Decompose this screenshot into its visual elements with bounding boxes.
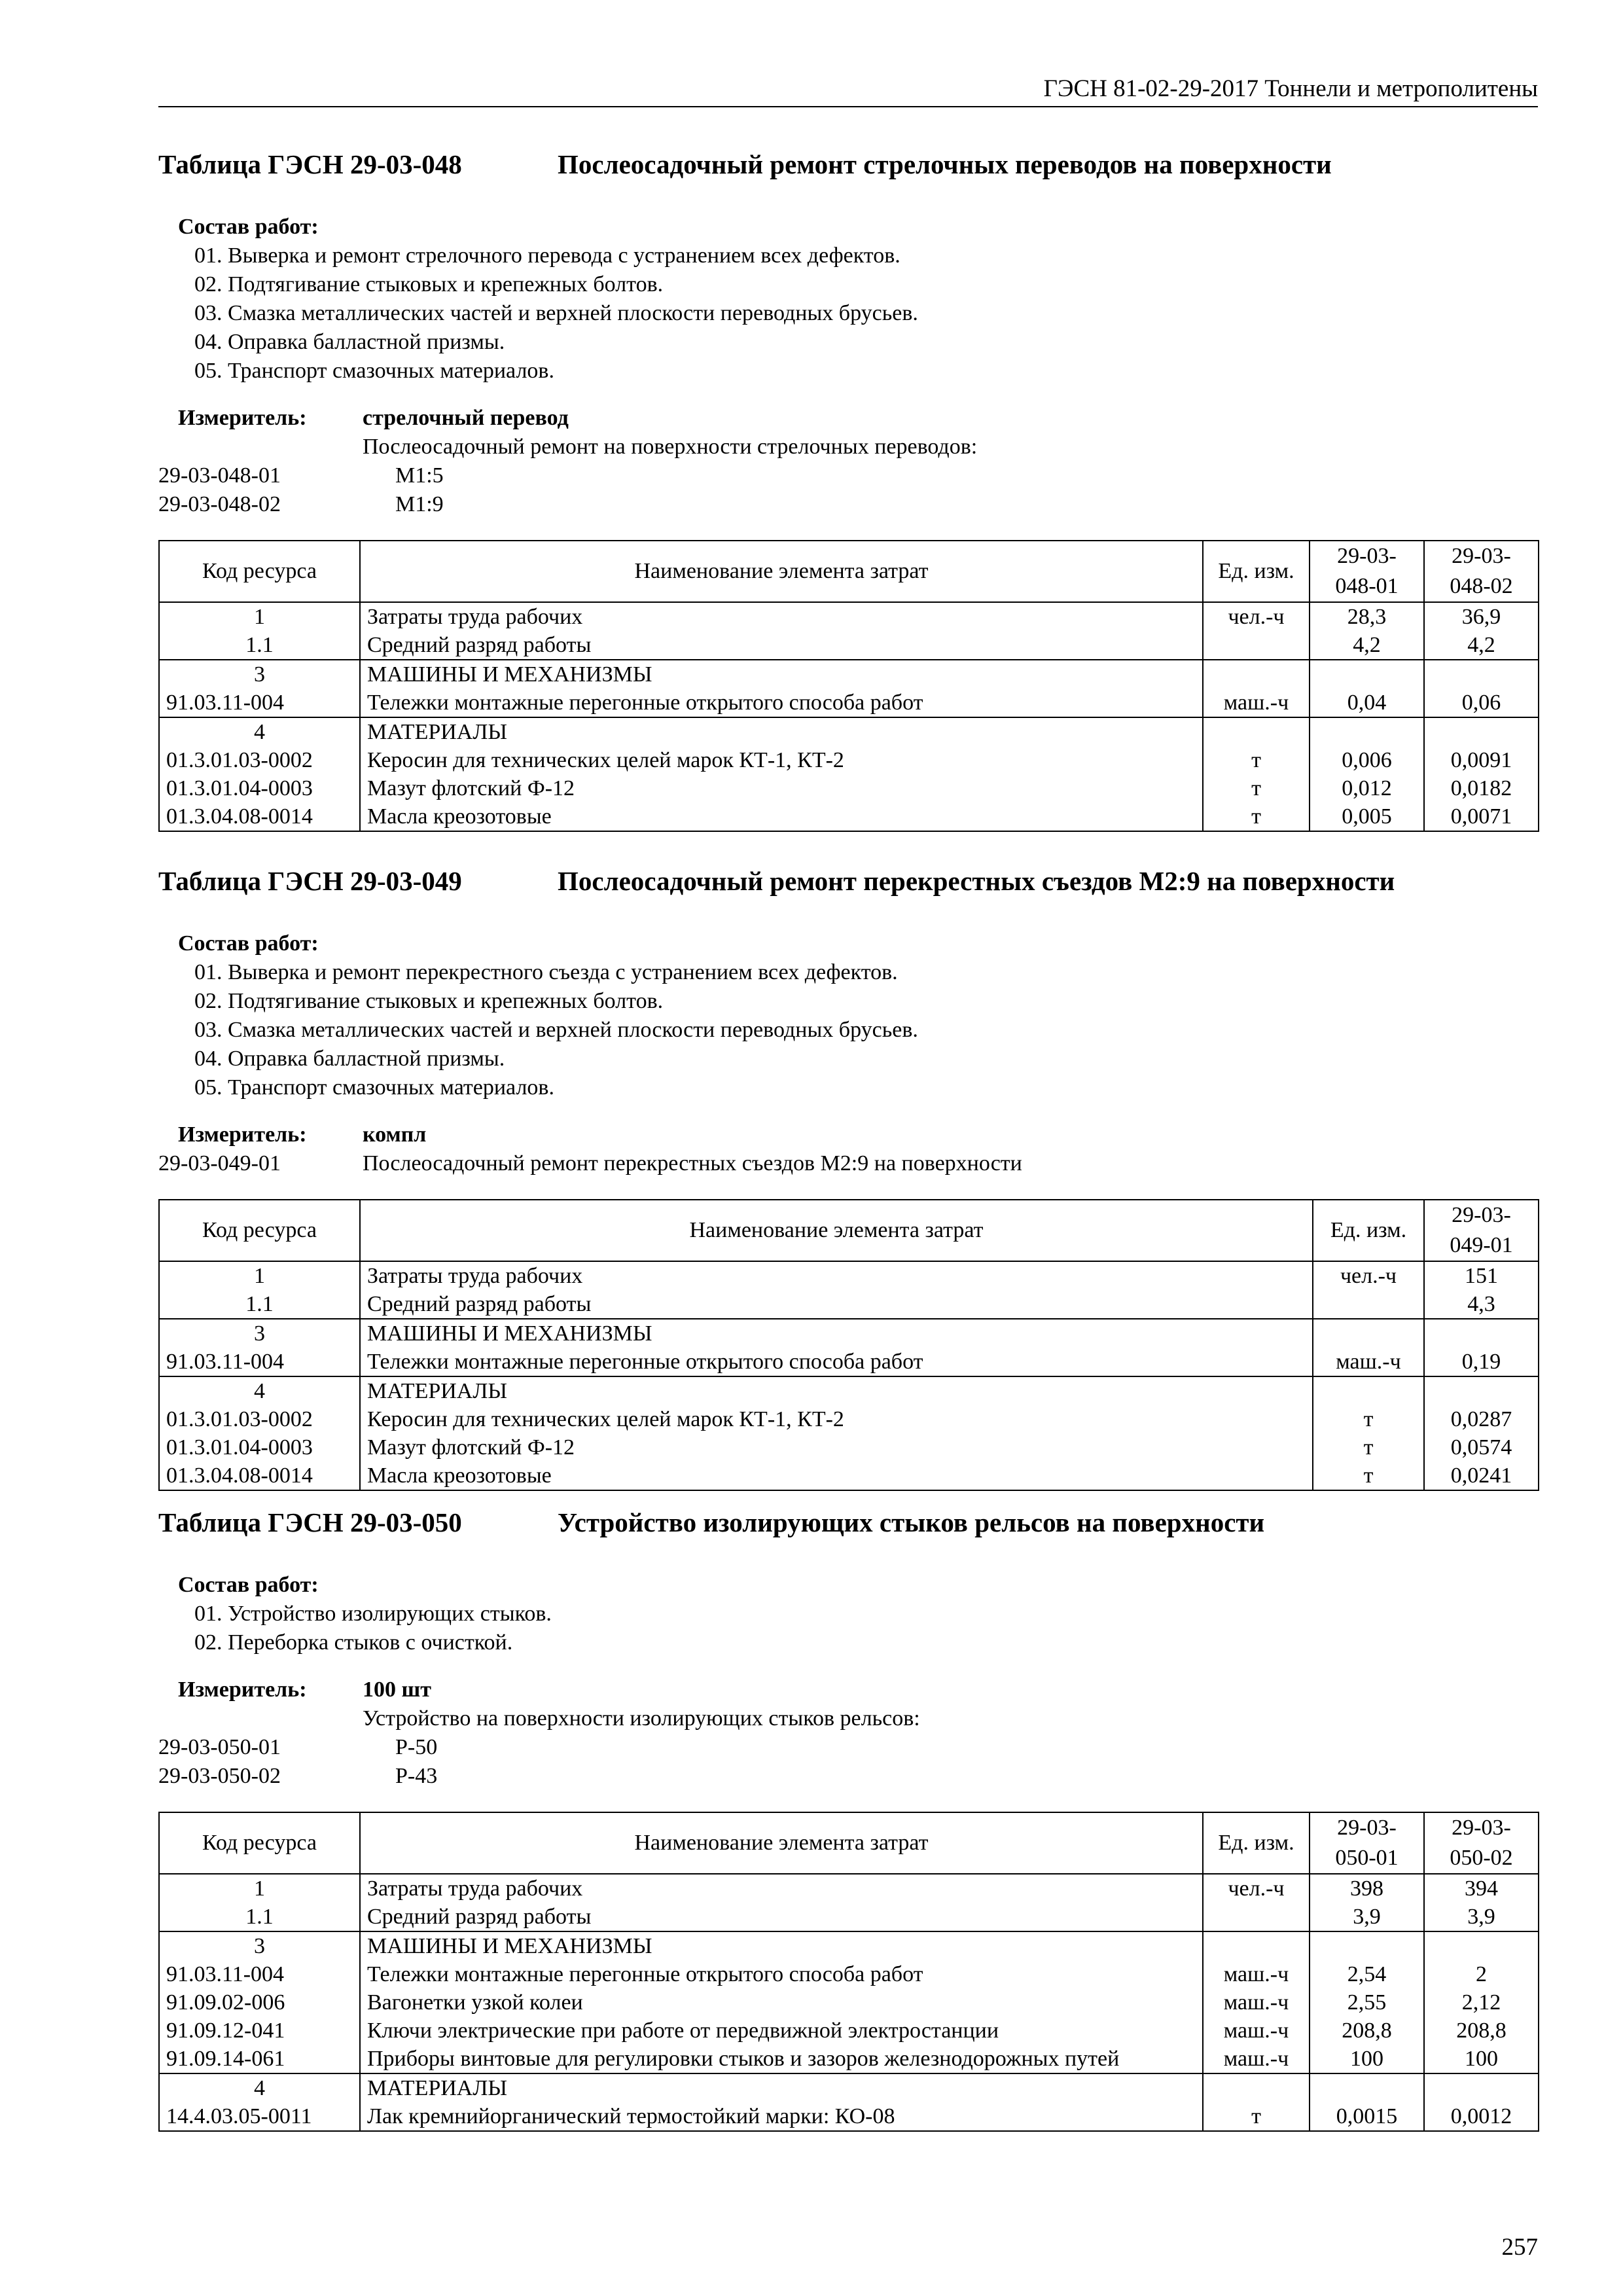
resource-unit	[1203, 1931, 1310, 1960]
norm-value: 4,3	[1424, 1290, 1539, 1319]
table-number: Таблица ГЭСН 29-03-048	[158, 149, 462, 179]
work-composition-label: Состав работ:	[178, 215, 319, 239]
resource-code: 01.3.04.08-0014	[159, 802, 360, 831]
measure-unit: 100 шт	[363, 1677, 431, 1702]
table-row	[159, 717, 1539, 746]
norm-value: 28,3	[1310, 602, 1424, 631]
norm-value: 0,19	[1424, 1348, 1539, 1376]
variant-name: Р-43	[395, 1764, 438, 1788]
resource-name: МАТЕРИАЛЫ	[360, 717, 1203, 746]
resource-name: Тележки монтажные перегонные открытого способа работ	[360, 689, 1203, 717]
resource-unit: т	[1203, 2102, 1310, 2131]
norm-value: 0,0241	[1424, 1462, 1539, 1490]
resource-code: 91.03.11-004	[159, 1348, 360, 1376]
resource-code: 01.3.01.03-0002	[159, 1405, 360, 1433]
col-header-norm-line1: 29-03-	[1337, 1816, 1397, 1840]
resource-unit	[1203, 717, 1310, 746]
col-header-unit: Ед. изм.	[1203, 1812, 1310, 1874]
work-item: 04. Оправка балластной призмы.	[194, 1047, 505, 1071]
col-header-code: Код ресурса	[159, 541, 360, 602]
work-item: 05. Транспорт смазочных материалов.	[194, 1075, 554, 1100]
table-row	[159, 1348, 1539, 1376]
norm-value: 3,9	[1424, 1903, 1539, 1931]
measure-label: Измеритель:	[178, 1122, 307, 1147]
resource-unit: чел.-ч	[1313, 1261, 1424, 1290]
measure-label: Измеритель:	[178, 1677, 307, 1702]
table-row	[159, 1376, 1539, 1405]
resource-code: 01.3.01.03-0002	[159, 746, 360, 774]
variant-name: Р-50	[395, 1735, 438, 1759]
resource-name: МАТЕРИАЛЫ	[360, 1376, 1313, 1405]
norm-value	[1424, 1376, 1539, 1405]
norm-value: 151	[1424, 1261, 1539, 1290]
variant-name: Послеосадочный ремонт перекрестных съездов М2:9 на поверхности	[363, 1151, 1022, 1175]
table-row	[159, 1462, 1539, 1490]
resource-name: Приборы винтовые для регулировки стыков и зазоров железнодорожных путей	[360, 2045, 1203, 2073]
norm-value	[1424, 717, 1539, 746]
norm-value: 0,0182	[1424, 774, 1539, 802]
resource-name: Тележки монтажные перегонные открытого способа работ	[360, 1960, 1203, 1988]
resource-code: 1.1	[159, 1290, 360, 1319]
resource-code: 1	[159, 1261, 360, 1290]
table-title: Послеосадочный ремонт перекрестных съездов М2:9 на поверхности	[558, 866, 1395, 896]
norm-value: 2,12	[1424, 1988, 1539, 2017]
resource-unit: маш.-ч	[1203, 2045, 1310, 2073]
resource-code: 91.09.12-041	[159, 2017, 360, 2045]
work-item: 01. Устройство изолирующих стыков.	[194, 1602, 552, 1626]
resource-unit	[1313, 1290, 1424, 1319]
norm-value: 0,04	[1310, 689, 1424, 717]
table-row	[159, 1988, 1539, 2017]
resource-code: 4	[159, 1376, 360, 1405]
work-list	[158, 1600, 1538, 1657]
measure-label: Измеритель:	[178, 406, 307, 430]
resource-code: 1.1	[159, 631, 360, 660]
norm-value: 2,55	[1310, 1988, 1424, 2017]
col-header-norm	[1424, 1200, 1539, 1261]
norm-section	[158, 864, 1538, 1491]
table-heading	[158, 147, 1538, 187]
norm-value: 2	[1424, 1960, 1539, 1988]
norm-value: 0,0574	[1424, 1433, 1539, 1462]
table-row	[159, 660, 1539, 689]
norm-value: 0,06	[1424, 689, 1539, 717]
resource-name: Тележки монтажные перегонные открытого способа работ	[360, 1348, 1313, 1376]
col-header-norm-line2: 050-02	[1450, 1846, 1513, 1870]
resource-code: 91.09.14-061	[159, 2045, 360, 2073]
table-title: Устройство изолирующих стыков рельсов на поверхности	[558, 1507, 1265, 1537]
work-item: 02. Подтягивание стыковых и крепежных болтов.	[194, 989, 664, 1013]
table-row	[159, 2017, 1539, 2045]
resource-name: Средний разряд работы	[360, 1903, 1203, 1931]
table-title: Послеосадочный ремонт стрелочных переводов на поверхности	[558, 149, 1332, 179]
measure-unit: компл	[363, 1122, 427, 1147]
col-header-norm-line2: 049-01	[1450, 1233, 1513, 1257]
table-row	[159, 1960, 1539, 1988]
norm-value: 3,9	[1310, 1903, 1424, 1931]
running-head: ГЭСН 81-02-29-2017 Тоннели и метрополитены	[1043, 75, 1538, 102]
table-heading	[158, 864, 1538, 903]
table-row	[159, 1261, 1539, 1290]
measure-description: Послеосадочный ремонт на поверхности стрелочных переводов:	[363, 435, 978, 459]
resource-code: 01.3.01.04-0003	[159, 1433, 360, 1462]
table-row	[159, 602, 1539, 631]
norm-value: 100	[1424, 2045, 1539, 2073]
resource-unit	[1313, 1376, 1424, 1405]
norm-value: 0,0015	[1310, 2102, 1424, 2131]
norm-value: 0,0287	[1424, 1405, 1539, 1433]
resource-name: Затраты труда рабочих	[360, 602, 1203, 631]
work-item: 02. Переборка стыков с очисткой.	[194, 1630, 513, 1655]
norm-value: 0,012	[1310, 774, 1424, 802]
resource-unit: чел.-ч	[1203, 602, 1310, 631]
norm-value: 398	[1310, 1874, 1424, 1903]
table-row	[159, 1903, 1539, 1931]
col-header-norm	[1424, 541, 1539, 602]
col-header-unit: Ед. изм.	[1203, 541, 1310, 602]
table-row	[159, 1290, 1539, 1319]
resource-name: Масла креозотовые	[360, 1462, 1313, 1490]
work-item: 01. Выверка и ремонт перекрестного съезда с устранением всех дефектов.	[194, 960, 898, 984]
table-row	[159, 1874, 1539, 1903]
col-header-code: Код ресурса	[159, 1200, 360, 1261]
variant-code: 29-03-048-01	[158, 463, 281, 488]
resource-name: МАШИНЫ И МЕХАНИЗМЫ	[360, 1319, 1313, 1348]
resource-code: 4	[159, 717, 360, 746]
work-item: 02. Подтягивание стыковых и крепежных болтов.	[194, 272, 664, 296]
table-row	[159, 774, 1539, 802]
measure-unit: стрелочный перевод	[363, 406, 569, 430]
resource-unit: т	[1203, 746, 1310, 774]
col-header-name: Наименование элемента затрат	[360, 1812, 1203, 1874]
norm-value	[1310, 660, 1424, 689]
resource-code: 14.4.03.05-0011	[159, 2102, 360, 2131]
table-number: Таблица ГЭСН 29-03-049	[158, 866, 462, 896]
norm-value	[1310, 717, 1424, 746]
col-header-norm-line2: 048-01	[1335, 574, 1399, 598]
resource-name: Мазут флотский Ф-12	[360, 1433, 1313, 1462]
resource-unit	[1203, 660, 1310, 689]
resource-table	[158, 540, 1539, 832]
col-header-norm	[1310, 541, 1424, 602]
resource-name: Керосин для технических целей марок КТ-1, КТ-2	[360, 1405, 1313, 1433]
resource-unit: т	[1203, 774, 1310, 802]
variant-name: М1:9	[395, 492, 444, 516]
resource-unit: т	[1313, 1433, 1424, 1462]
col-header-norm-line1: 29-03-	[1452, 544, 1511, 568]
resource-table	[158, 1812, 1539, 2132]
norm-value	[1424, 660, 1539, 689]
col-header-norm-line1: 29-03-	[1337, 544, 1397, 568]
resource-unit: маш.-ч	[1203, 689, 1310, 717]
norm-value: 208,8	[1424, 2017, 1539, 2045]
resource-code: 4	[159, 2073, 360, 2102]
resource-code: 1	[159, 1874, 360, 1903]
norm-value: 2,54	[1310, 1960, 1424, 1988]
norm-value: 208,8	[1310, 2017, 1424, 2045]
measure-block	[158, 1121, 1538, 1178]
resource-code: 1	[159, 602, 360, 631]
table-header-row	[159, 1200, 1539, 1261]
table-header-row	[159, 541, 1539, 602]
variant-code: 29-03-049-01	[158, 1151, 281, 1175]
resource-code: 1.1	[159, 1903, 360, 1931]
norm-value	[1310, 1931, 1424, 1960]
table-row	[159, 2102, 1539, 2131]
col-header-norm-line1: 29-03-	[1452, 1203, 1511, 1227]
resource-unit: т	[1313, 1405, 1424, 1433]
variant-code: 29-03-048-02	[158, 492, 281, 516]
table-row	[159, 1433, 1539, 1462]
resource-unit	[1203, 2073, 1310, 2102]
work-item: 03. Смазка металлических частей и верхней плоскости переводных брусьев.	[194, 301, 918, 325]
variant-name: М1:5	[395, 463, 444, 488]
norm-value	[1424, 2073, 1539, 2102]
norm-value: 0,0091	[1424, 746, 1539, 774]
resource-name: Масла креозотовые	[360, 802, 1203, 831]
col-header-norm-line2: 048-02	[1450, 574, 1513, 598]
resource-code: 01.3.04.08-0014	[159, 1462, 360, 1490]
resource-name: Ключи электрические при работе от передвижной электростанции	[360, 2017, 1203, 2045]
measure-block	[158, 404, 1538, 519]
col-header-name: Наименование элемента затрат	[360, 541, 1203, 602]
norm-value: 0,0071	[1424, 802, 1539, 831]
resource-code: 91.09.02-006	[159, 1988, 360, 2017]
resource-code: 01.3.01.04-0003	[159, 774, 360, 802]
resource-unit: маш.-ч	[1203, 1960, 1310, 1988]
work-item: 04. Оправка балластной призмы.	[194, 330, 505, 354]
resource-name: Средний разряд работы	[360, 631, 1203, 660]
table-row	[159, 746, 1539, 774]
resource-unit	[1203, 631, 1310, 660]
table-row	[159, 802, 1539, 831]
resource-code: 91.03.11-004	[159, 689, 360, 717]
resource-name: МАШИНЫ И МЕХАНИЗМЫ	[360, 1931, 1203, 1960]
table-row	[159, 2045, 1539, 2073]
norm-value: 0,005	[1310, 802, 1424, 831]
resource-name: Затраты труда рабочих	[360, 1261, 1313, 1290]
resource-code: 3	[159, 1931, 360, 1960]
variant-code: 29-03-050-02	[158, 1764, 281, 1788]
resource-name: МАТЕРИАЛЫ	[360, 2073, 1203, 2102]
col-header-norm-line1: 29-03-	[1452, 1816, 1511, 1840]
table-row	[159, 1405, 1539, 1433]
col-header-name: Наименование элемента затрат	[360, 1200, 1313, 1261]
work-item: 01. Выверка и ремонт стрелочного перевода с устранением всех дефектов.	[194, 243, 901, 268]
table-row	[159, 2073, 1539, 2102]
work-list	[158, 958, 1538, 1102]
resource-name: МАШИНЫ И МЕХАНИЗМЫ	[360, 660, 1203, 689]
col-header-norm	[1424, 1812, 1539, 1874]
table-number: Таблица ГЭСН 29-03-050	[158, 1507, 462, 1537]
resource-name: Лак кремнийорганический термостойкий марки: КО-08	[360, 2102, 1203, 2131]
resource-name: Средний разряд работы	[360, 1290, 1313, 1319]
page-number: 257	[1501, 2234, 1538, 2261]
col-header-unit: Ед. изм.	[1313, 1200, 1424, 1261]
variant-code: 29-03-050-01	[158, 1735, 281, 1759]
norm-value: 4,2	[1310, 631, 1424, 660]
norm-value	[1310, 2073, 1424, 2102]
work-list	[158, 242, 1538, 386]
measure-description: Устройство на поверхности изолирующих стыков рельсов:	[363, 1706, 920, 1731]
work-item: 05. Транспорт смазочных материалов.	[194, 359, 554, 383]
work-composition-label: Состав работ:	[178, 1573, 319, 1597]
norm-value	[1424, 1319, 1539, 1348]
resource-unit: т	[1203, 802, 1310, 831]
resource-table	[158, 1199, 1539, 1491]
table-row	[159, 689, 1539, 717]
table-row	[159, 631, 1539, 660]
resource-unit: чел.-ч	[1203, 1874, 1310, 1903]
resource-unit	[1313, 1319, 1424, 1348]
norm-value: 4,2	[1424, 631, 1539, 660]
table-row	[159, 1931, 1539, 1960]
resource-unit: т	[1313, 1462, 1424, 1490]
measure-block	[158, 1676, 1538, 1791]
resource-name: Вагонетки узкой колеи	[360, 1988, 1203, 2017]
norm-section	[158, 147, 1538, 832]
header-rule	[158, 106, 1538, 107]
norm-value: 0,0012	[1424, 2102, 1539, 2131]
norm-value: 394	[1424, 1874, 1539, 1903]
table-row	[159, 1319, 1539, 1348]
col-header-norm-line2: 050-01	[1335, 1846, 1399, 1870]
work-item: 03. Смазка металлических частей и верхней плоскости переводных брусьев.	[194, 1018, 918, 1042]
norm-value: 100	[1310, 2045, 1424, 2073]
resource-name: Керосин для технических целей марок КТ-1, КТ-2	[360, 746, 1203, 774]
resource-unit: маш.-ч	[1313, 1348, 1424, 1376]
col-header-norm	[1310, 1812, 1424, 1874]
resource-unit: маш.-ч	[1203, 1988, 1310, 2017]
resource-name: Затраты труда рабочих	[360, 1874, 1203, 1903]
resource-unit	[1203, 1903, 1310, 1931]
resource-unit: маш.-ч	[1203, 2017, 1310, 2045]
norm-section	[158, 1505, 1538, 2132]
norm-value: 36,9	[1424, 602, 1539, 631]
table-header-row	[159, 1812, 1539, 1874]
norm-value: 0,006	[1310, 746, 1424, 774]
table-heading	[158, 1505, 1538, 1545]
resource-code: 3	[159, 1319, 360, 1348]
resource-code: 91.03.11-004	[159, 1960, 360, 1988]
norm-value	[1424, 1931, 1539, 1960]
col-header-code: Код ресурса	[159, 1812, 360, 1874]
resource-code: 3	[159, 660, 360, 689]
work-composition-label: Состав работ:	[178, 931, 319, 956]
resource-name: Мазут флотский Ф-12	[360, 774, 1203, 802]
